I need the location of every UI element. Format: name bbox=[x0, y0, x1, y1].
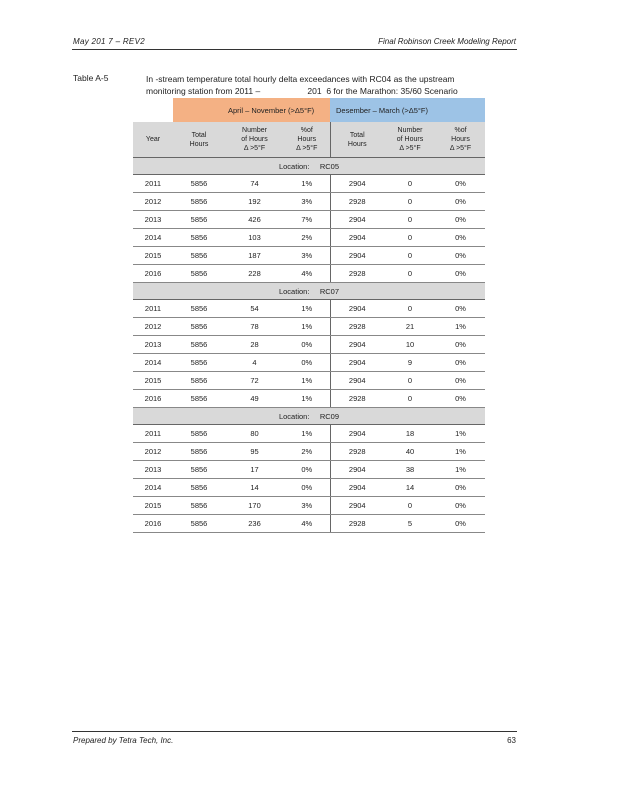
table-cell: 0% bbox=[436, 336, 485, 354]
col-total-hours-2: Total Hours bbox=[330, 122, 384, 158]
table-cell: 5856 bbox=[173, 479, 225, 497]
table-cell: 2904 bbox=[330, 354, 384, 372]
table-cell: 1% bbox=[284, 390, 330, 408]
table-cell: 2012 bbox=[133, 443, 173, 461]
col-total-hours-1: Total Hours bbox=[173, 122, 225, 158]
table-cell: 2016 bbox=[133, 390, 173, 408]
table-cell: 2015 bbox=[133, 372, 173, 390]
table-cell: 5856 bbox=[173, 425, 225, 443]
table-cell: 78 bbox=[225, 318, 284, 336]
table-cell: 2904 bbox=[330, 336, 384, 354]
table-cell: 2011 bbox=[133, 300, 173, 318]
location-label: Location: RC05 bbox=[133, 158, 485, 175]
table-cell: 0% bbox=[436, 247, 485, 265]
table-cell: 40 bbox=[384, 443, 436, 461]
table-row bbox=[133, 193, 485, 211]
table-cell: 2928 bbox=[330, 318, 384, 336]
table-cell: 192 bbox=[225, 193, 284, 211]
location-row bbox=[133, 408, 485, 425]
table-cell: 236 bbox=[225, 515, 284, 533]
col-number-hours-1: Number of Hours Δ >5°F bbox=[225, 122, 284, 158]
table-cell: 2904 bbox=[330, 229, 384, 247]
table-cell: 2928 bbox=[330, 265, 384, 283]
table-row bbox=[133, 515, 485, 533]
table-cell: 0 bbox=[384, 390, 436, 408]
table-cell: 1% bbox=[284, 300, 330, 318]
table-cell: 5856 bbox=[173, 515, 225, 533]
table-row bbox=[133, 336, 485, 354]
table-cell: 0% bbox=[436, 175, 485, 193]
table-cell: 2904 bbox=[330, 479, 384, 497]
table-cell: 2014 bbox=[133, 479, 173, 497]
table-cell: 5856 bbox=[173, 211, 225, 229]
table-cell: 170 bbox=[225, 497, 284, 515]
header-divider bbox=[72, 49, 517, 50]
table-cell: 2013 bbox=[133, 336, 173, 354]
table-cell: 7% bbox=[284, 211, 330, 229]
table-body bbox=[133, 158, 485, 533]
table-cell: 17 bbox=[225, 461, 284, 479]
table-cell: 5856 bbox=[173, 372, 225, 390]
group-april-november: April – November (>Δ5°F) bbox=[173, 98, 330, 122]
table-row bbox=[133, 247, 485, 265]
table-cell: 2016 bbox=[133, 515, 173, 533]
table-cell: 4 bbox=[225, 354, 284, 372]
caption-line-2: monitoring station from 2011 – 201 6 for the Marathon: 35/60 Scenario bbox=[146, 86, 458, 96]
table-row bbox=[133, 175, 485, 193]
table-cell: 5856 bbox=[173, 318, 225, 336]
table-row bbox=[133, 390, 485, 408]
footer-divider bbox=[72, 731, 517, 732]
table-cell: 18 bbox=[384, 425, 436, 443]
group-december-march: Desember – March (>Δ5°F) bbox=[330, 98, 485, 122]
table-cell: 1% bbox=[436, 461, 485, 479]
group-header-blank bbox=[133, 98, 173, 122]
table-cell: 0% bbox=[436, 211, 485, 229]
table-cell: 0% bbox=[436, 372, 485, 390]
table-cell: 74 bbox=[225, 175, 284, 193]
table-cell: 0% bbox=[436, 497, 485, 515]
table-cell: 5856 bbox=[173, 443, 225, 461]
table-cell: 2015 bbox=[133, 247, 173, 265]
table-cell: 2928 bbox=[330, 443, 384, 461]
table-cell: 1% bbox=[284, 425, 330, 443]
table-row bbox=[133, 265, 485, 283]
table-cell: 0% bbox=[436, 515, 485, 533]
exceedance-table bbox=[133, 98, 485, 533]
table-cell: 5856 bbox=[173, 336, 225, 354]
table-row bbox=[133, 479, 485, 497]
table-cell: 5856 bbox=[173, 175, 225, 193]
table-cell: 5856 bbox=[173, 390, 225, 408]
table-cell: 21 bbox=[384, 318, 436, 336]
table-cell: 0 bbox=[384, 372, 436, 390]
table-cell: 5856 bbox=[173, 300, 225, 318]
table-cell: 0% bbox=[284, 461, 330, 479]
footer-page-number: 63 bbox=[507, 736, 516, 745]
table-cell: 2013 bbox=[133, 211, 173, 229]
col-year: Year bbox=[133, 122, 173, 158]
table-cell: 2011 bbox=[133, 425, 173, 443]
table-cell: 0 bbox=[384, 175, 436, 193]
table-cell: 2013 bbox=[133, 461, 173, 479]
table-cell: 80 bbox=[225, 425, 284, 443]
table-cell: 14 bbox=[384, 479, 436, 497]
table-cell: 2012 bbox=[133, 193, 173, 211]
table-cell: 0% bbox=[436, 390, 485, 408]
table-cell: 3% bbox=[284, 497, 330, 515]
table-cell: 2904 bbox=[330, 425, 384, 443]
table-cell: 2904 bbox=[330, 175, 384, 193]
table-cell: 0 bbox=[384, 265, 436, 283]
location-label: Location: RC09 bbox=[133, 408, 485, 425]
table-cell: 3% bbox=[284, 193, 330, 211]
header-date-revision: May 201 7 – REV2 bbox=[73, 37, 145, 46]
table-cell: 54 bbox=[225, 300, 284, 318]
table-cell: 0% bbox=[284, 336, 330, 354]
table-cell: 3% bbox=[284, 247, 330, 265]
table-cell: 0 bbox=[384, 247, 436, 265]
header-report-title: Final Robinson Creek Modeling Report bbox=[378, 37, 516, 46]
location-row bbox=[133, 158, 485, 175]
table-cell: 2014 bbox=[133, 354, 173, 372]
table-cell: 2011 bbox=[133, 175, 173, 193]
group-header-row bbox=[133, 98, 485, 122]
table-cell: 2904 bbox=[330, 497, 384, 515]
table-cell: 49 bbox=[225, 390, 284, 408]
table-row bbox=[133, 461, 485, 479]
table-caption bbox=[146, 73, 458, 97]
table-row bbox=[133, 318, 485, 336]
footer-prepared-by: Prepared by Tetra Tech, Inc. bbox=[73, 736, 174, 745]
table-cell: 228 bbox=[225, 265, 284, 283]
table-row bbox=[133, 425, 485, 443]
table-cell: 0% bbox=[436, 354, 485, 372]
table-cell: 187 bbox=[225, 247, 284, 265]
table-cell: 5856 bbox=[173, 354, 225, 372]
table-cell: 5856 bbox=[173, 229, 225, 247]
table-cell: 426 bbox=[225, 211, 284, 229]
table-cell: 0% bbox=[436, 300, 485, 318]
table-cell: 0% bbox=[436, 229, 485, 247]
column-header-row bbox=[133, 122, 485, 158]
table-cell: 72 bbox=[225, 372, 284, 390]
table-cell: 4% bbox=[284, 265, 330, 283]
table-cell: 2016 bbox=[133, 265, 173, 283]
table-row bbox=[133, 372, 485, 390]
table-cell: 2012 bbox=[133, 318, 173, 336]
table-cell: 9 bbox=[384, 354, 436, 372]
table-row bbox=[133, 354, 485, 372]
table-cell: 5856 bbox=[173, 193, 225, 211]
table-cell: 4% bbox=[284, 515, 330, 533]
table-cell: 38 bbox=[384, 461, 436, 479]
table-cell: 0% bbox=[436, 193, 485, 211]
table-row bbox=[133, 229, 485, 247]
col-pct-hours-1: %of Hours Δ >5°F bbox=[284, 122, 330, 158]
table-cell: 14 bbox=[225, 479, 284, 497]
table-cell: 5856 bbox=[173, 497, 225, 515]
table-row bbox=[133, 300, 485, 318]
table-cell: 2904 bbox=[330, 211, 384, 229]
table-cell: 5856 bbox=[173, 461, 225, 479]
table-row bbox=[133, 443, 485, 461]
table-cell: 2904 bbox=[330, 300, 384, 318]
table-cell: 2928 bbox=[330, 193, 384, 211]
table-cell: 5856 bbox=[173, 247, 225, 265]
table-cell: 1% bbox=[284, 372, 330, 390]
table-cell: 0 bbox=[384, 193, 436, 211]
location-label: Location: RC07 bbox=[133, 283, 485, 300]
col-number-hours-2: Number of Hours Δ >5°F bbox=[384, 122, 436, 158]
table-cell: 2928 bbox=[330, 390, 384, 408]
location-row bbox=[133, 283, 485, 300]
table-row bbox=[133, 497, 485, 515]
table-cell: 1% bbox=[284, 318, 330, 336]
table-id: Table A-5 bbox=[73, 73, 109, 83]
table-cell: 5856 bbox=[173, 265, 225, 283]
table-cell: 95 bbox=[225, 443, 284, 461]
table-cell: 103 bbox=[225, 229, 284, 247]
table-cell: 0% bbox=[284, 479, 330, 497]
table-cell: 2904 bbox=[330, 372, 384, 390]
table-cell: 2904 bbox=[330, 461, 384, 479]
table-cell: 1% bbox=[284, 175, 330, 193]
table-cell: 2015 bbox=[133, 497, 173, 515]
table-cell: 0 bbox=[384, 497, 436, 515]
table-cell: 1% bbox=[436, 318, 485, 336]
table-cell: 2% bbox=[284, 443, 330, 461]
caption-line-1: In -stream temperature total hourly delta exceedances with RC04 as the upstream bbox=[146, 74, 455, 84]
table-cell: 10 bbox=[384, 336, 436, 354]
table-cell: 1% bbox=[436, 443, 485, 461]
table-cell: 0 bbox=[384, 300, 436, 318]
table-cell: 2928 bbox=[330, 515, 384, 533]
table-cell: 2% bbox=[284, 229, 330, 247]
table-cell: 0% bbox=[436, 479, 485, 497]
table-cell: 1% bbox=[436, 425, 485, 443]
table-cell: 0% bbox=[284, 354, 330, 372]
table-cell: 2014 bbox=[133, 229, 173, 247]
table-cell: 5 bbox=[384, 515, 436, 533]
table-cell: 2904 bbox=[330, 247, 384, 265]
table-row bbox=[133, 211, 485, 229]
table-cell: 0% bbox=[436, 265, 485, 283]
col-pct-hours-2: %of Hours Δ >5°F bbox=[436, 122, 485, 158]
table-cell: 0 bbox=[384, 211, 436, 229]
table-cell: 0 bbox=[384, 229, 436, 247]
table-cell: 28 bbox=[225, 336, 284, 354]
